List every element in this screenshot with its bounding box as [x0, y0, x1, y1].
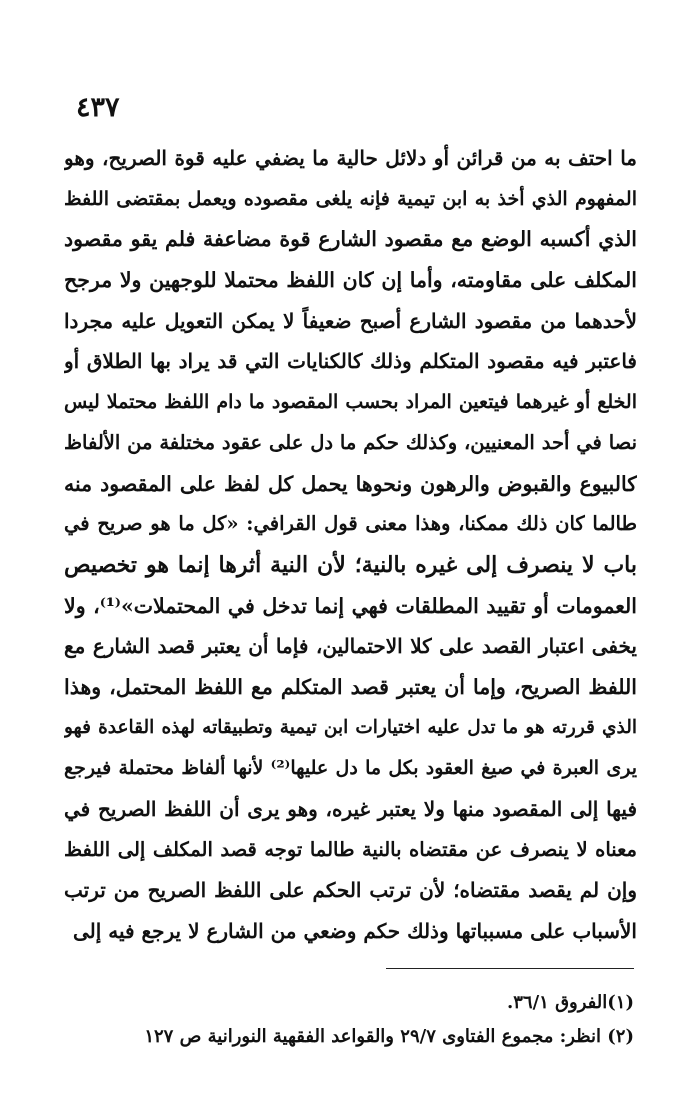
text-line: المفهوم الذي أخذ به ابن تيمية فإنه يلغى مقصوده ويعمل بمقتضى اللفظ: [64, 187, 637, 210]
text-line: الخلع أو غيرهما فيتعين المراد بحسب المقصود ما دام اللفظ محتملا ليس: [64, 391, 637, 414]
text-line: ما احتف به من قرائن أو دلائل حالية ما يضفي عليه قوة الصريح، وهو: [64, 146, 637, 170]
text-line: فاعتبر فيه مقصود المتكلم وذلك كالكنايات التي قد يراد بها الطلاق أو: [64, 349, 637, 374]
body-text: [64, 138, 637, 952]
text-line: لأحدهما من مقصود الشارع أصبح ضعيفاً لا يمكن التعويل عليه مجردا: [64, 308, 637, 333]
text-line: الذي قررته هو ما تدل عليه اختيارات ابن تيمية وتطبيقاته لهذه القاعدة فهو: [64, 716, 637, 738]
page-number: ٤٣٧: [76, 92, 120, 123]
text-line: اللفظ الصريح، وإما أن يعتبر قصد المتكلم مع اللفظ المحتمل، وهذا: [64, 674, 637, 699]
text-line: الأسباب على مسبباتها وذلك حكم وضعي من الشارع لا يرجع فيه إلى: [72, 919, 637, 944]
text-line: فيها إلى المقصود منها ولا يعتبر غيره، وهو يرى أن اللفظ الصريح في: [64, 797, 637, 821]
text-line: الذي أكسبه الوضع مع مقصود الشارع قوة مضاعفة فلم يقو مقصود: [64, 227, 637, 252]
text-line: يخفى اعتبار القصد على كلا الاحتمالين، فإما أن يعتبر قصد الشارع مع: [64, 634, 637, 659]
footnote-1: (١)الفروق ٣٦/١.: [506, 992, 634, 1013]
text-line: العمومات أو تقييد المطلقات فهي إنما تدخل في المحتملات»⁽¹⁾، ولا: [64, 593, 637, 618]
text-line: طالما كان ذلك ممكنا، وهذا معنى قول القرافي: «كل ما هو صريح في: [64, 512, 637, 536]
text-line: المكلف على مقاومته، وأما إن كان اللفظ محتملا للوجهين ولا مرجح: [64, 268, 637, 293]
text-line: نصا في أحد المعنيين، وكذلك حكم ما دل على عقود مختلفة من الألفاظ: [64, 430, 637, 454]
text-line: يرى العبرة في صيغ العقود بكل ما دل عليها⁽²⁾ لأنها ألفاظ محتملة فيرجع: [64, 757, 637, 780]
footnote-2: (٢) انظر: مجموع الفتاوى ٢٩/٧ والقواعد الفقهية النورانية ص ١٢٧: [144, 1026, 634, 1047]
footnote-divider: [386, 968, 634, 969]
text-line: وإن لم يقصد مقتضاه؛ لأن ترتب الحكم على اللفظ الصريح من ترتب: [64, 878, 637, 903]
text-line: باب لا ينصرف إلى غيره بالنية؛ لأن النية أثرها إنما هو تخصيص: [64, 551, 637, 578]
text-line: معناه لا ينصرف عن مقتضاه بالنية طالما توجه قصد المكلف إلى اللفظ: [64, 837, 637, 861]
text-line: كالبيوع والقبوض والرهون ونحوها يحمل كل لفظ على المقصود منه: [64, 471, 637, 496]
footnotes: [61, 986, 634, 1054]
